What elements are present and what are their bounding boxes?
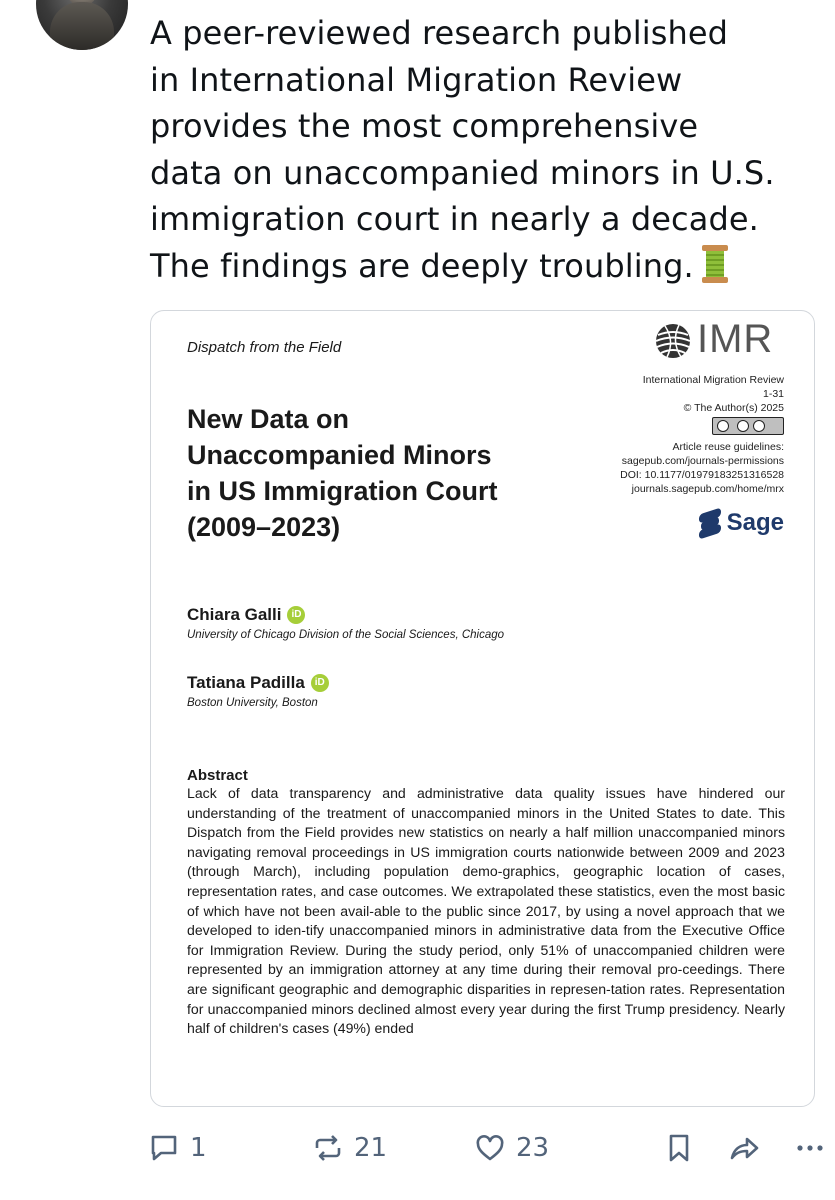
reply-button[interactable] — [148, 1132, 207, 1164]
meta-journal: International Migration Review — [642, 374, 784, 386]
meta-permissions: sagepub.com/journals-permissions — [621, 455, 784, 468]
paper-meta — [620, 373, 784, 497]
more-options-button[interactable] — [794, 1132, 826, 1164]
thread-spool-icon — [702, 245, 728, 283]
repost-button[interactable] — [312, 1132, 387, 1164]
meta-home: journals.sagepub.com/home/mrx — [631, 483, 784, 496]
avatar[interactable] — [36, 0, 128, 50]
meta-pages: 1-31 — [762, 388, 784, 401]
repost-icon — [312, 1132, 344, 1164]
bookmark-button[interactable] — [663, 1132, 695, 1164]
author-2 — [187, 673, 329, 709]
paper-title: New Data on Unaccompanied Minors in US Immigration Court (2009–2023) — [187, 404, 498, 542]
creative-commons-icon — [712, 417, 784, 435]
sage-wordmark: Sage — [726, 509, 784, 536]
bookmark-icon — [663, 1132, 695, 1164]
author-name: Tatiana Padilla — [187, 673, 305, 692]
share-button[interactable] — [728, 1132, 760, 1164]
reply-count: 1 — [190, 1133, 207, 1163]
avatar-body — [50, 2, 114, 50]
author-affiliation: Boston University, Boston — [187, 697, 318, 709]
author-affiliation: University of Chicago Division of the Social Sciences, Chicago — [187, 629, 505, 641]
abstract-heading: Abstract — [187, 767, 248, 784]
imr-logo — [653, 319, 788, 369]
meta-copyright: © The Author(s) 2025 — [683, 402, 784, 415]
reply-icon — [148, 1132, 180, 1164]
heart-icon — [474, 1132, 506, 1164]
attached-image[interactable] — [150, 310, 815, 1107]
post-text-content: A peer-reviewed research published in International Migration Review provides the most comprehensive data on unaccompanied minors in U.S. immigration court in nearly a decade. The findings are deeply troubling. — [150, 14, 775, 285]
abstract — [187, 767, 785, 1039]
author-1 — [187, 605, 504, 641]
meta-reuse: Article reuse guidelines: — [672, 440, 784, 453]
paper-section-label: Dispatch from the Field — [187, 339, 342, 356]
meta-doi: DOI: 10.1177/01979183251316528 — [620, 469, 784, 482]
globe-icon — [653, 321, 693, 361]
sage-logo — [699, 509, 784, 537]
post-actions — [0, 1128, 835, 1172]
author-name: Chiara Galli — [187, 605, 282, 624]
like-count: 23 — [516, 1133, 550, 1163]
imr-wordmark: IMR — [697, 317, 774, 361]
more-dots-icon — [794, 1132, 826, 1164]
post-text — [150, 10, 820, 289]
abstract-body: Lack of data transparency and administrative data quality issues have hindered our understanding of the treatment of unaccompanied minors in the United States to date. This Dispatch from the Field provides new statistics on nearly a half million unaccompanied minors navigating removal proceedings in US immigration courts nationwide between 2009 and 2023 (through March), including population demo-graphics, geographic location of cases, representation rates, and case outcomes. We extrapolated these statistics, even the most basic of which have not been avail-able to the public since 2017, by using a novel approach that we developed to iden-tify unaccompanied minors in administrative data from the Executive Office for Immigration Review. During the study period, only 51% of unaccompanied children were represented by an immigration attorney at any time during their removal pro-ceedings. There are significant geographic and demographic disparities in represen-tation rates. Representation for unaccompanied minors declined almost every year during the first Trump presidency. Nearly half of children's cases (49%) ended — [187, 785, 785, 1037]
share-arrow-icon — [728, 1132, 760, 1164]
orcid-icon: iD — [311, 674, 329, 692]
orcid-icon: iD — [287, 606, 305, 624]
sage-icon — [699, 510, 721, 536]
like-button[interactable] — [474, 1132, 549, 1164]
repost-count: 21 — [354, 1133, 388, 1163]
